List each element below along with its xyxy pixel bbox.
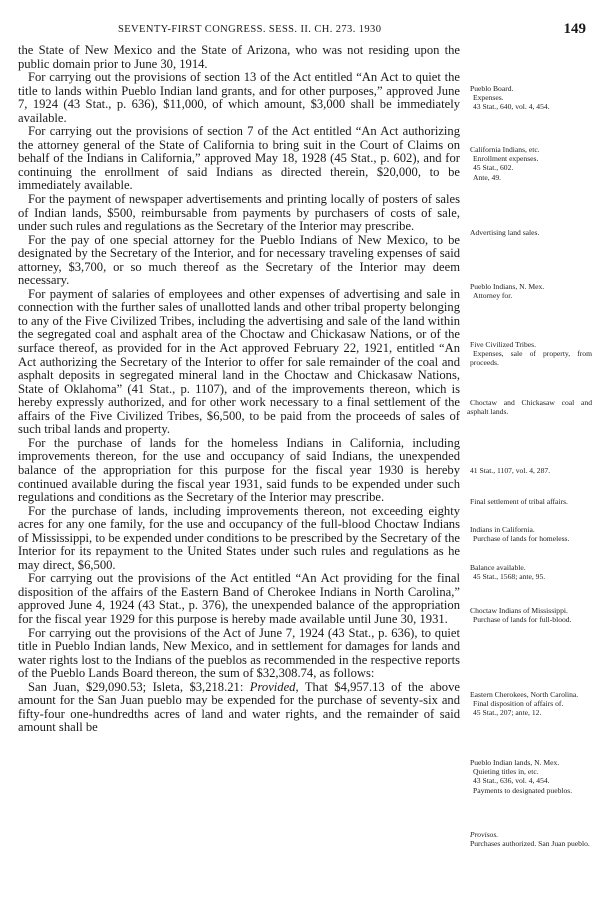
margin-note-pueblo-lands: Pueblo Indian lands, N. Mex. Quieting titles in, etc. 43 Stat., 636, vol. 4, 454. Payments to designated pueblos. [470, 758, 573, 795]
proviso-rest: That $4,957.13 of the above amount for the San Juan pueblo may be expended for the purchase of seventy-six and fifty-four one-hundredths acres of land and water rights, and the remainder of said amount shall be [18, 679, 460, 735]
margin-note-eastern-cherokees: Eastern Cherokees, North Carolina. Final disposition of affairs of. 45 Stat., 207; ante, 12. [470, 690, 579, 718]
margin-note-provisos: Provisos. Purchases authorized. San Juan pueblo. [470, 830, 590, 849]
running-head: SEVENTY-FIRST CONGRESS. SESS. II. CH. 273. 1930 [118, 24, 382, 35]
paragraph-proviso [18, 681, 460, 735]
margin-note-five-civilized-tribes: Five Civilized Tribes. Expenses, sale of property, from proceeds. [470, 340, 592, 368]
paragraph: For carrying out the provisions of section 7 of the Act entitled “An Act authorizing the attorney general of the State of California to bring suit in the Court of Claims on behalf of the Indians in California,” approved May 18, 1928 (45 Stat., p. 602), and for continuing the enrollment of said Indians as directed therein, $20,000, to be immediately available. [18, 124, 460, 193]
margin-note-indians-california: Indians in California. Purchase of lands for homeless. [470, 525, 570, 544]
margin-note-advertising: Advertising land sales. [470, 228, 540, 237]
page-number: 149 [563, 21, 586, 37]
margin-note-41-stat: 41 Stat., 1107, vol. 4, 287. [470, 466, 551, 475]
paragraph: For payment of salaries of employees and other expenses of advertising and sale in connection with the further sales of unallotted lands and other tribal property belonging to any of the Five Civilized Tribes, including the advertising and sale of the land within the segregated coal and asphalt area of the Choctaw and Chickasaw Nations, or of the surface thereof, as provided for in the Act approved February 22, 1921, entitled “An Act authorizing the Secretary of the Interior to offer for sale remainder of the coal and asphalt deposits in segregated mineral land in the Choctaw and Chickasaw Nations, State of Oklahoma” (41 Stat., p. 1107), and of the improvements thereon, which is hereby expressly authorized, and for other work necessary to a final settlement of the affairs of the Five Civilized Tribes, $6,500, to be paid from the proceeds of sales of such tribal lands and property. [18, 286, 460, 437]
paragraph: For carrying out the provisions of the Act entitled “An Act providing for the final disposition of the affairs of the Eastern Band of Cherokee Indians in North Carolina,” approved June 4, 1924 (43 Stat., p. 376), the unexpended balance of the appropriation for the fiscal year 1929 for this purpose is hereby made available until June 30, 1931. [18, 571, 460, 626]
paragraph: For carrying out the provisions of section 13 of the Act entitled “An Act to quiet the title to lands within Pueblo Indian land grants, and for other purposes,” approved June 7, 1924 (43 Stat., p. 636), $11,000, of which amount, $3,000 shall be immediately available. [18, 70, 460, 125]
margin-note-balance-available: Balance available. 45 Stat., 1568; ante, 95. [470, 563, 546, 582]
proviso-keyword: Provided, [249, 679, 299, 694]
paragraph: the State of New Mexico and the State of Arizona, who was not residing upon the public domain prior to June 30, 1914. [18, 43, 460, 71]
paragraph: For the payment of newspaper advertisements and printing locally of posters of sales of Indian lands, $500, reimbursable from payments by purchasers of costs of sale, under such rules and regulations as the Secretary of the Interior may prescribe. [18, 192, 460, 234]
paragraph: For carrying out the provisions of the Act of June 7, 1924 (43 Stat., p. 636), to quiet title in Pueblo Indian lands, New Mexico, and in settlement for damages for lands and water rights lost to the Indians of the pueblos as recommended in the respective reports of the Pueblo Lands Board thereon, the sum of $32,308.74, as follows: [18, 625, 460, 681]
margin-note-choctaw-chickasaw: Choctaw and Chickasaw coal and asphalt lands. [467, 398, 592, 417]
margin-note-california-indians: California Indians, etc. Enrollment expenses. 45 Stat., 602. Ante, 49. [470, 145, 540, 182]
margin-note-pueblo-attorney: Pueblo Indians, N. Mex. Attorney for. [470, 282, 545, 301]
margin-notes [467, 0, 592, 904]
proviso-lead: San Juan, $29,090.53; Isleta, $3,218.21: [28, 679, 250, 694]
margin-note-pueblo-board: Pueblo Board. Expenses. 43 Stat., 640, vol. 4, 454. [470, 84, 550, 112]
margin-note-choctaw-mississippi: Choctaw Indians of Mississippi. Purchase of lands for full-blood. [470, 606, 572, 625]
paragraph: For the purchase of lands for the homeless Indians in California, including improvements thereon, for the use and occupancy of said Indians, the unexpended balance of the appropriation for this purpose for the fiscal year 1930 is hereby continued available during the fiscal year 1931, said funds to be expended under such regulations and conditions as the Secretary of the Interior may prescribe. [18, 435, 460, 505]
paragraph: For the purchase of lands, including improvements thereon, not exceeding eighty acres for any one family, for the use and occupancy of the full-blood Choctaw Indians of Mississippi, to be expended under conditions to be prescribed by the Secretary of the Interior for its repayment to the United States under such rules and regulations as he may direct, $6,500. [18, 503, 460, 572]
body-text [18, 44, 460, 735]
paragraph: For the pay of one special attorney for the Pueblo Indians of New Mexico, to be designated by the Secretary of the Interior, and for necessary traveling expenses of said attorney, $3,700, or so much thereof as the Secretary of the Interior may deem necessary. [18, 232, 460, 288]
margin-note-final-settlement: Final settlement of tribal affairs. [470, 497, 568, 506]
